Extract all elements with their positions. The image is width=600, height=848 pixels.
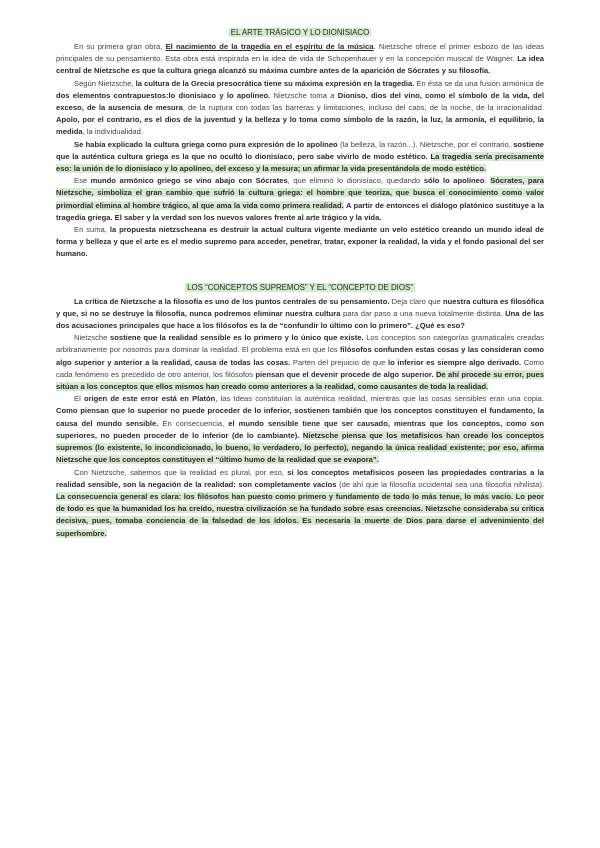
text-run: En consecuencia, — [158, 418, 229, 428]
paragraph — [56, 139, 544, 176]
text-run: Según Nietzsche, — [74, 78, 136, 88]
section-body-arte-tragico — [56, 41, 544, 261]
highlighted-text: Nietzsche piensa que los metafísicos han creado los conceptos supremos (lo existente, lo incondicionado, lo bueno, lo verdadero, lo perfecto), negando la única realidad existente; por eso, afirma Nietzsche que los conceptos constituyen el “último humo de la realidad que se evapora”. — [56, 430, 544, 465]
text-run: En ésta se da una fusión armónica de — [414, 78, 544, 88]
text-run: (la belleza, la razón...). Nietzsche, por el contrario, — [337, 139, 514, 149]
bold-text: Apolo, por el contrario, es el dios de la juventud y la belleza y lo toma como símbolo de la razón, la luz, la armonía, el equilibrio, la medida — [56, 115, 544, 137]
paragraph — [56, 296, 544, 333]
text-run: Nietzsche toma a — [270, 90, 338, 100]
bold-text: mundo armónico griego se vino abajo con Sócrates — [90, 176, 288, 186]
section-body-conceptos-supremos — [56, 296, 544, 540]
bold-text: filósofos confunden estas cosas y las consideran como algo superior y anterior a la realidad, causa de todas las cosas. — [56, 345, 544, 367]
bold-text: dos elementos contrapuestos:lo dionisiaco y lo apolíneo. — [56, 90, 271, 100]
bold-text: sostiene que la auténtica cultura griega es la que no ocultó lo dionisíaco, pero sabe vivirlo de modo estético. — [56, 139, 544, 161]
bold-text: si los conceptos metafísicos poseen las propiedades contrarias a la realidad sensible, son la negación de la realidad: son completamente vacíos — [56, 467, 544, 489]
paragraph — [56, 78, 544, 139]
text-run: , de la ruptura con todas las barreras y limitaciones, incluso del caos, de la noche, de la irracionalidad. — [182, 103, 544, 113]
paragraph — [56, 393, 544, 466]
bold-text: sólo lo apolíneo — [423, 176, 485, 186]
bold-text: lo inferior es siempre algo derivado. — [388, 357, 522, 367]
text-run: El — [74, 394, 84, 404]
text-run: Parten del prejuicio de que — [290, 357, 389, 367]
bold-text: La crítica de Nietzsche a la filosofía es uno de los puntos centrales de su pensamiento. — [74, 296, 390, 306]
text-run: En suma, — [74, 225, 110, 235]
underlined-title: El nacimiento de la tragedia en el espíritu de la música — [165, 42, 374, 51]
paragraph — [56, 41, 544, 78]
section-heading-text: EL ARTE TRÁGICO Y LO DIONISIACO — [230, 28, 370, 37]
text-run: Nietzsche — [74, 333, 110, 343]
highlighted-text: Sócrates, para Nietzsche, simboliza el gran cambio que sufrió la cultura griega: el hombre que teoriza, que busca el conocimiento como valor primordial elimina al hombre trágico, al que ama la vida como primera realidad. — [56, 176, 544, 210]
text-run: Como cada fenómeno es precedido de otro anterior, los filósofos — [56, 357, 545, 379]
bold-text: el mundo sensible tiene que ser causado, mientras que los conceptos, como son superiores, no pueden proceder de lo inferior (de lo cambiante). — [56, 418, 545, 440]
highlighted-text: La consecuencia general es clara: los filósofos han puesto como primero y fundamento de todo lo más tenue, lo más vacío. Lo peor de todo es que la humanidad los ha creído, nuestra civilización se ha fundado sobre esas creencias. Nietzsche consideraba su crítica decisiva, pues, tomaba conciencia de la falsedad de los ídolos. Es necesaria la muerte de Dios para darse el advenimiento del superhombre. — [56, 491, 544, 538]
bold-text: la cultura de la Grecia presocrática tiene su máxima expresión en la tragedia. — [135, 78, 415, 88]
paragraph — [56, 467, 544, 540]
highlighted-text: De ahí procede su error, pues sitúan a los conceptos que ellos mismos han creado como anteriores a la realidad, como causantes de toda la realidad. — [56, 369, 544, 392]
section-heading-text: LOS “CONCEPTOS SUPREMOS” Y EL “CONCEPTO DE DIOS” — [187, 282, 413, 292]
text-run: . Nietzsche ofrece el primer esbozo de las ideas principales de su pensamiento. Esta obra está inspirada en la idea de vida de Schopenhauer y en la concepción musical de Wagner. — [56, 42, 544, 64]
text-run: (de ahí que la filosofía occidental sea una filosofía nihilista). — [336, 479, 545, 489]
text-run: Los conceptos son categorías gramaticales creadas arbitrariamente por nosotros para dominar la realidad. El problema está en que los — [56, 333, 544, 355]
bold-text: A partir de entonces el diálogo platónico sustituye a la tragedia griega. El saber y la verdad son los nuevos valores frente al arte trágico y la vida. — [56, 200, 544, 222]
text-run: , que eliminó lo dionisíaco, quedando — [287, 176, 424, 186]
bold-text: Se había explicado la cultura griega como pura expresión de lo apolíneo — [74, 139, 338, 149]
bold-text: piensan que el devenir procede de algo superior. — [255, 369, 434, 379]
bold-text: Una de las dos acusaciones principales que hace a los filósofos es la de “confundir lo último con lo primero”. ¿Qué es eso? — [56, 308, 545, 331]
paragraph — [56, 224, 544, 261]
bold-text: nuestra cultura es filosófica y que, si no se destruye la filosofía, nunca podremos eliminar nuestra cultura — [56, 296, 545, 318]
bold-text: La idea central de Nietzsche es que la cultura griega alcanzó su máxima cumbre antes de la aparición de Sócrates y su filosofía. — [56, 54, 545, 76]
bold-text: Como piensan que lo superior no puede proceder de lo inferior, sostienen también que los conceptos constituyen el fundamento, la causa del mundo sensible. — [56, 406, 544, 428]
bold-text: Dioniso, dios del vino, como el símbolo de la vida, del exceso, de la ausencia de mesura — [56, 90, 544, 113]
section-heading-arte-tragico — [56, 26, 544, 39]
document-page — [56, 26, 544, 540]
text-run: para dar paso a una nueva totalmente distinta. — [340, 308, 506, 318]
text-run: , la individualidad. — [82, 127, 143, 137]
highlighted-text: La tragedia sería precisamente eso: la unión de lo dionisíaco y lo apolíneo, del exceso y la mesura; un afirmar la vida presentándola de modo estético. — [56, 151, 544, 174]
text-run: En su primera gran obra, — [74, 42, 166, 51]
text-run: . — [484, 176, 491, 186]
text-run: Ese — [74, 176, 91, 186]
bold-text: origen de este error está en Platón — [83, 394, 216, 404]
bold-text: sostiene que la realidad sensible es lo primero y lo único que existe. — [109, 333, 364, 343]
paragraph — [56, 175, 544, 224]
paragraph — [56, 332, 544, 393]
text-run: , las Ideas constituían la auténtica realidad, mientras que las cosas sensibles eran una copia. — [215, 394, 544, 404]
text-run: Deja claro que — [389, 296, 443, 306]
section-heading-conceptos-supremos — [56, 281, 544, 294]
text-run: Con Nietzsche, sabemos que la realidad es plural, por eso, — [74, 467, 288, 477]
bold-text: la propuesta nietzscheana es destruir la actual cultura vigente mediante un velo estético creando un mundo ideal de forma y belleza y que el arte es el medio supremo para acceder, penetrar, tratar, exponer la realidad, la vida y el fondo pasional del ser humano. — [56, 225, 544, 259]
